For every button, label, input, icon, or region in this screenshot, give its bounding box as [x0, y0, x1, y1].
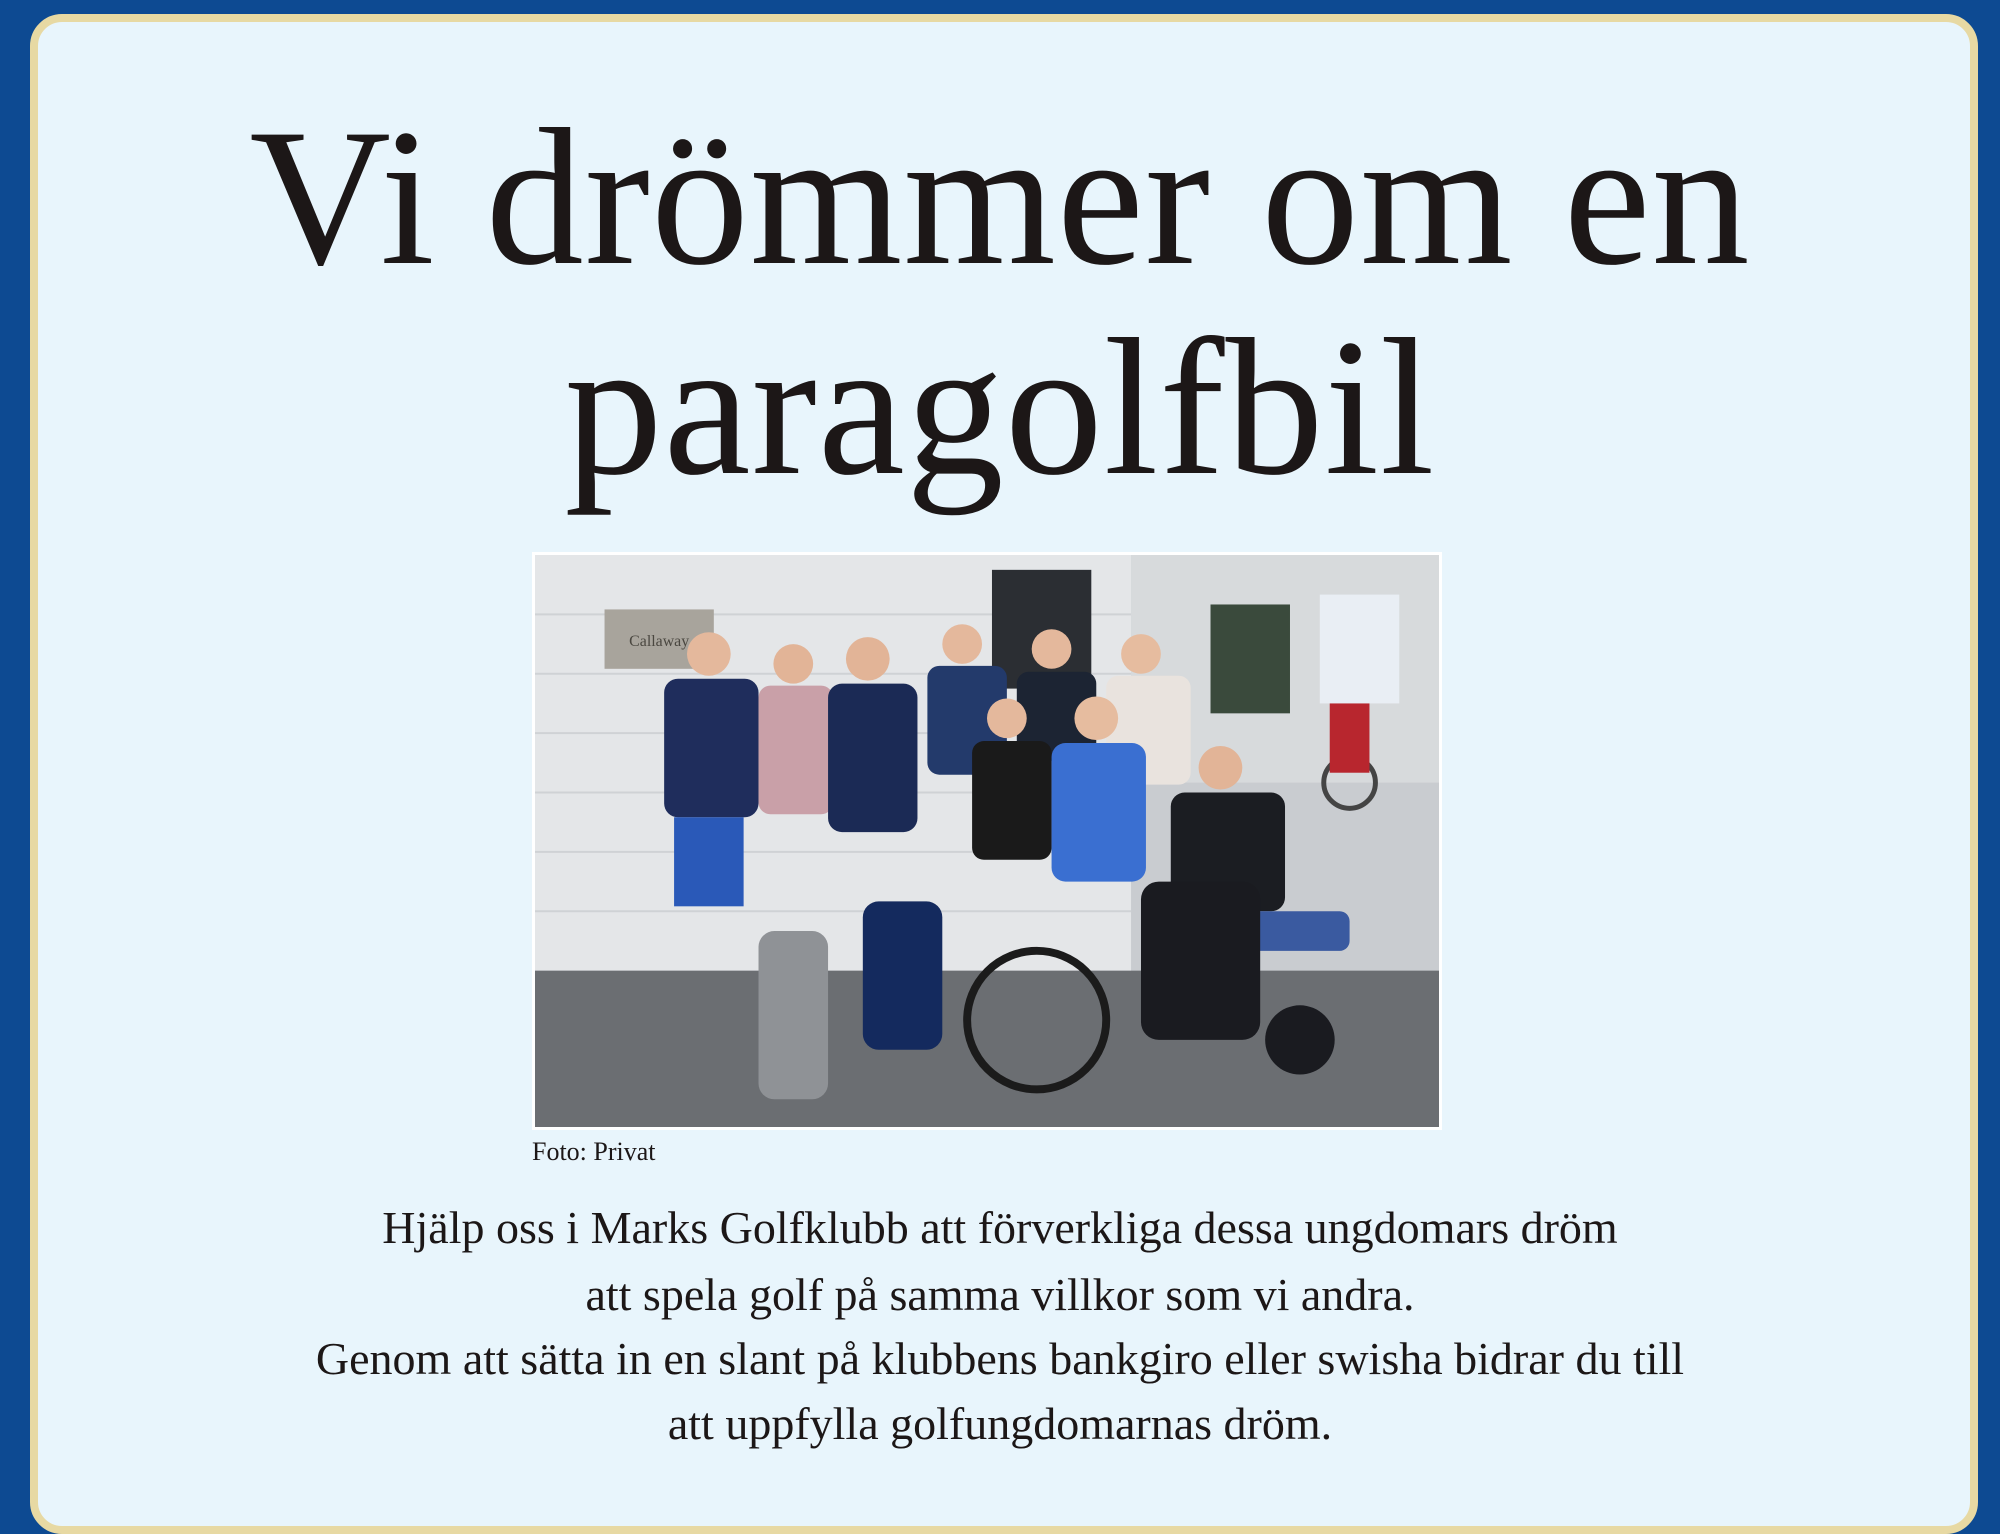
banner — [1320, 595, 1399, 704]
body-line-1: Hjälp oss i Marks Golfklubb att förverkliga dessa ungdomars dröm — [382, 1202, 1618, 1253]
callaway-sign-text: Callaway — [629, 633, 690, 651]
body-line-3: Genom att sätta in en slant på klubbens bankgiro eller swisha bidrar du till — [315, 1333, 1685, 1384]
headline-line-1: Vi drömmer om en — [249, 89, 1751, 306]
poster — [1211, 604, 1290, 713]
group-photo — [532, 552, 1442, 1130]
headline-line-2: paragolfbil — [564, 299, 1436, 516]
info-board — [992, 570, 1091, 689]
body-line-2: att spela golf på samma villkor som vi andra. — [585, 1269, 1415, 1320]
group-photo-illustration — [535, 555, 1439, 1127]
photo-caption: Foto: Privat — [532, 1137, 656, 1166]
body-line-4: att uppfylla golfungdomarnas dröm. — [667, 1398, 1333, 1449]
